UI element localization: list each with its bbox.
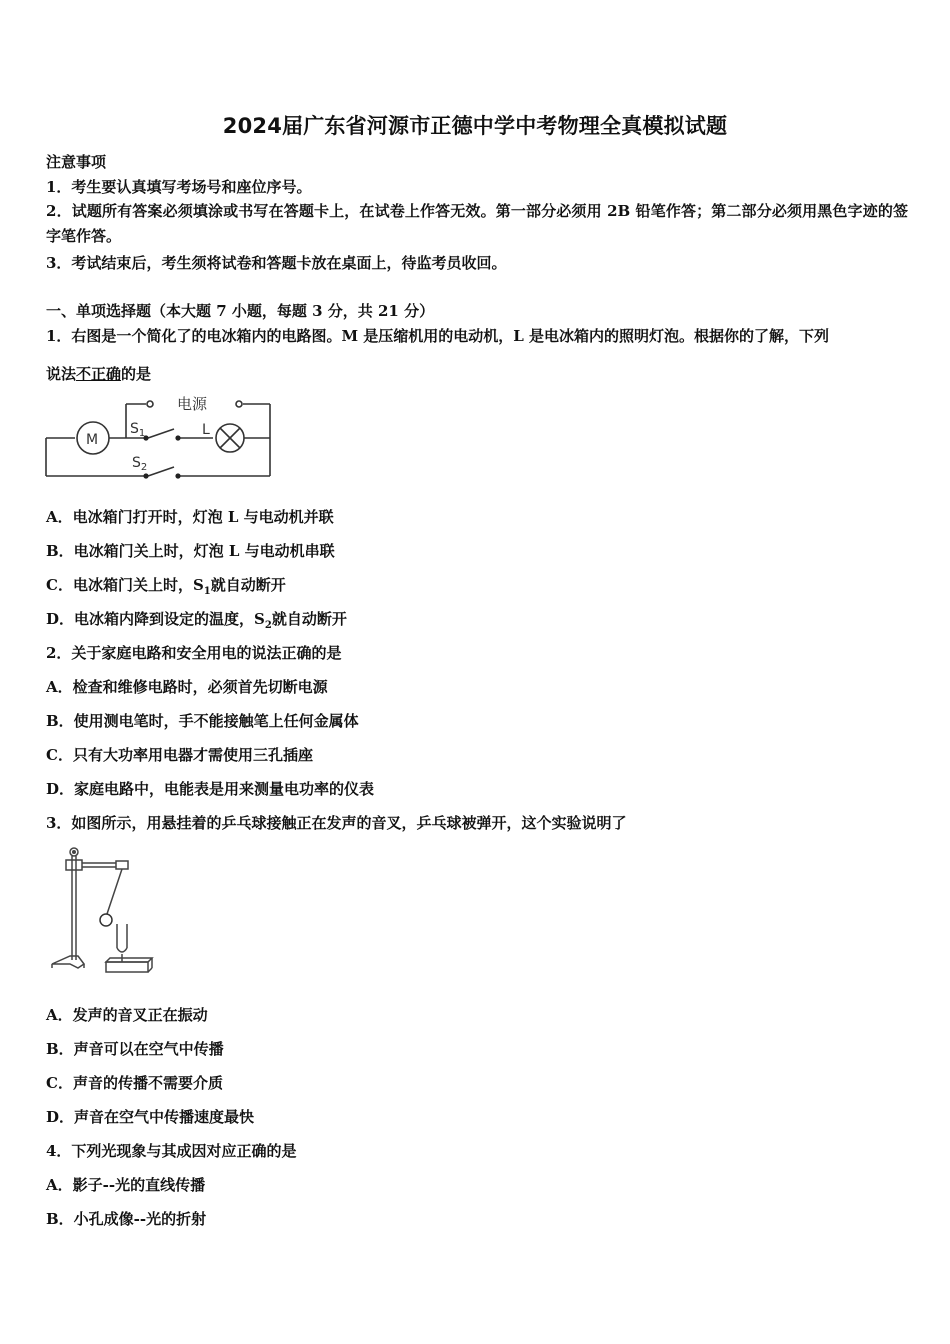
option-b: B．使用测电笔时，手不能接触笔上任何金属体 [46,712,359,730]
lamp-label: L [202,422,210,438]
notice-item: 3．考试结束后，考生须将试卷和答题卡放在桌面上，待监考员收回。 [46,254,507,272]
subscript: 1 [203,586,211,597]
s2-subscript: 2 [140,462,148,473]
svg-text:S1 [130,421,145,439]
question-4-stem: 4．下列光现象与其成因对应正确的是 [46,1142,297,1160]
option-a: A．影子--光的直线传播 [46,1176,206,1194]
option-d: D．家庭电路中，电能表是用来测量电功率的仪表 [46,780,375,798]
option-a: A．发声的音叉正在振动 [46,1006,208,1024]
subscript: 2 [264,620,272,631]
option-text: C．电冰箱门关上时，S [46,576,204,594]
option-text: 就自动断开 [210,576,286,594]
power-label: 电源 [177,395,208,413]
notice-heading: 注意事项 [46,153,107,171]
s1-label: S [130,421,139,437]
option-text: 就自动断开 [271,610,347,628]
option-b: B．电冰箱门关上时，灯泡 L 与电动机串联 [46,542,335,560]
motor-label: M [86,432,99,448]
switch-s1 [148,429,174,438]
section-heading: 一、单项选择题（本大题 7 小题，每题 3 分，共 21 分） [46,302,435,320]
svg-text:S2 [132,455,147,473]
question-1-stem-line2 [46,364,151,384]
s1-subscript: 1 [138,428,146,439]
option-c: C．只有大功率用电器才需使用三孔插座 [46,746,313,764]
question-3-stem: 3．如图所示，用悬挂着的乒乓球接触正在发声的音叉，乒乓球被弹开，这个实验说明了 [46,814,627,832]
stem-text: 的是 [121,365,152,383]
ping-pong-ball [100,914,112,926]
option-c [46,575,286,602]
s2-label: S [132,455,141,471]
question-2-stem: 2．关于家庭电路和安全用电的说法正确的是 [46,644,342,662]
notice-item: 1．考生要认真填写考场号和座位序号。 [46,178,312,196]
underlined-phrase: 不正确 [76,365,122,383]
option-b: B．声音可以在空气中传播 [46,1040,224,1058]
option-d [46,609,347,636]
option-text: D．电冰箱内降到设定的温度，S [46,610,265,628]
switch-s2 [148,467,174,476]
notice-item: 2．试题所有答案必须填涂或书写在答题卡上，在试卷上作答无效。第一部分必须用 2B 铅笔作答；第二部分必须用黑色字迹的签字笔作答。 [46,202,908,245]
circuit-diagram [40,390,280,490]
option-a: A．电冰箱门打开时，灯泡 L 与电动机并联 [46,508,334,526]
page-title: 2024届广东省河源市正德中学中考物理全真模拟试题 [222,114,728,138]
option-b: B．小孔成像--光的折射 [46,1210,207,1228]
question-1-stem: 1．右图是一个简化了的电冰箱内的电路图。M 是压缩机用的电动机，L 是电冰箱内的照明灯泡。根据你的了解，下列 [46,327,830,345]
option-c: C．声音的传播不需要介质 [46,1074,223,1092]
tuning-fork-figure [44,842,159,982]
stem-text: 说法 [46,365,77,383]
option-d: D．声音在空气中传播速度最快 [46,1108,255,1126]
option-a: A．检查和维修电路时，必须首先切断电源 [46,678,328,696]
